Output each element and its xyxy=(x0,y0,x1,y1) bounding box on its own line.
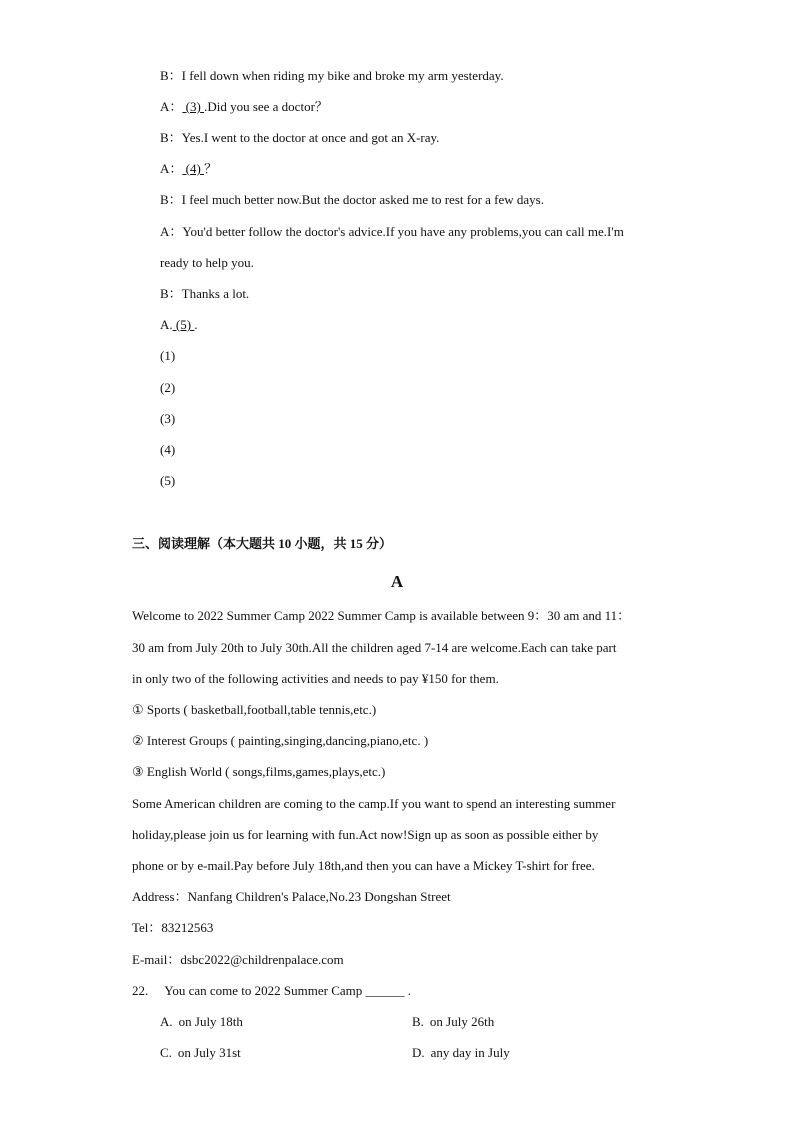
section-heading: 三、阅读理解（本大题共 10 小题，共 15 分） xyxy=(132,536,393,551)
answer-slot-3: (3) xyxy=(160,411,176,426)
option-c[interactable] xyxy=(160,1045,241,1061)
passage-line: holiday,please join us for learning with fun.Act now!Sign up as soon as possible either by xyxy=(132,827,599,842)
speaker-prefix: A： xyxy=(160,161,183,176)
question-22 xyxy=(132,983,411,999)
option-text: on July 18th xyxy=(178,1014,243,1029)
dialogue-line: B：I feel much better now.But the doctor asked me to rest for a few days. xyxy=(160,192,544,207)
dialogue-line: B：Yes.I went to the doctor at once and got an X-ray. xyxy=(160,130,440,145)
option-letter: A. xyxy=(160,1014,173,1029)
option-letter: B. xyxy=(412,1014,424,1029)
address-line: Address：Nanfang Children's Palace,No.23 Dongshan Street xyxy=(132,889,451,904)
passage-line: 30 am from July 20th to July 30th.All the children aged 7-14 are welcome.Each can take part xyxy=(132,640,617,655)
option-d[interactable] xyxy=(412,1045,510,1061)
dialogue-line: ready to help you. xyxy=(160,255,254,270)
activity-item-2: ② Interest Groups ( painting,singing,dancing,piano,etc. ) xyxy=(132,733,429,748)
dialogue-line xyxy=(160,317,198,333)
passage-line: in only two of the following activities and needs to pay ¥150 for them. xyxy=(132,671,499,686)
answer-slot-2: (2) xyxy=(160,380,176,395)
passage-line: phone or by e-mail.Pay before July 18th,and then you can have a Mickey T-shirt for free. xyxy=(132,858,595,873)
answer-slot-5: (5) xyxy=(160,473,176,488)
email-line: E-mail：dsbc2022@childrenpalace.com xyxy=(132,952,344,967)
passage-line: Welcome to 2022 Summer Camp 2022 Summer Camp is available between 9：30 am and 11： xyxy=(132,608,631,623)
blank-5: (5) xyxy=(175,317,192,332)
dialogue-text: ？ xyxy=(204,161,218,176)
dialogue-line: B：I fell down when riding my bike and broke my arm yesterday. xyxy=(160,68,504,83)
passage-line: Some American children are coming to the camp.If you want to spend an interesting summer xyxy=(132,796,616,811)
option-a[interactable] xyxy=(160,1014,243,1030)
option-letter: D. xyxy=(412,1045,425,1060)
dialogue-text: .Did you see a doctor？ xyxy=(204,99,328,114)
activity-item-3: ③ English World ( songs,films,games,plays,etc.) xyxy=(132,764,386,779)
question-stem: You can come to 2022 Summer Camp ______ . xyxy=(164,983,412,998)
blank-4: (4) xyxy=(185,161,201,176)
blank-3: (3) xyxy=(185,99,201,114)
question-number: 22. xyxy=(132,983,149,998)
dialogue-line xyxy=(160,161,217,177)
dialogue-line xyxy=(160,99,328,115)
option-text: on July 26th xyxy=(429,1014,495,1029)
speaker-prefix: A. xyxy=(160,317,173,332)
tel-line: Tel：83212563 xyxy=(132,920,214,935)
passage-title: A xyxy=(390,572,404,591)
activity-item-1: ① Sports ( basketball,football,table tennis,etc.) xyxy=(132,702,377,717)
dialogue-line: B：Thanks a lot. xyxy=(160,286,250,301)
answer-slot-1: (1) xyxy=(160,348,176,363)
answer-slot-4: (4) xyxy=(160,442,176,457)
option-text: on July 31st xyxy=(177,1045,241,1060)
dialogue-text: . xyxy=(194,317,198,332)
dialogue-line: A：You'd better follow the doctor's advice.If you have any problems,you can call me.I'm xyxy=(160,224,624,239)
option-letter: C. xyxy=(160,1045,172,1060)
speaker-prefix: A： xyxy=(160,99,183,114)
option-text: any day in July xyxy=(430,1045,510,1060)
option-b[interactable] xyxy=(412,1014,494,1030)
